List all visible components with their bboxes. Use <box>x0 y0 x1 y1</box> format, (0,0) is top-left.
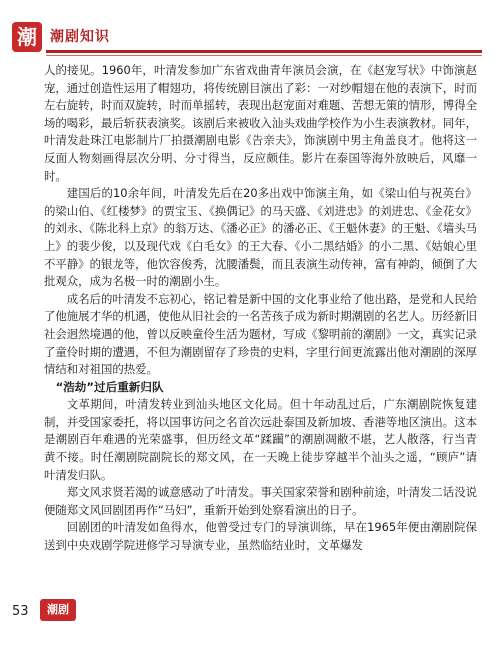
header-divider-thin <box>46 55 482 56</box>
paragraph-3: 成名后的叶清发不忘初心，铭记着是新中国的文化事业给了他出路，是党和人民给了他施展才华的机遇，使他从旧社会的一名苦孩子成为新时期潮剧的名艺人。历经新旧社会迥然境遇的他，曾以反映童伶生活为题材，写成《黎明前的潮剧》一文，真实记录了童伶时期的遭遇，不但为潮剧留存了珍贵的史料，字里行间更流露出他对潮剧的深厚情结和对祖国的热爱。 <box>44 291 477 377</box>
page-header <box>0 0 496 60</box>
header-divider <box>46 50 482 53</box>
page-number: 53 <box>12 604 29 619</box>
paragraph-1: 人的接见。1960年，叶清发参加广东省戏曲青年演员会演，在《赵宠写状》中饰演赵宠，通过创造性运用了帽翅功，将传统剧目演出了彩：一对纱帽翅在他的表演下，时而左右旋转，时而双旋转，时而单摇转，表现出赵宠面对难题、苦想无策的情形，博得全场的喝彩，最后斩获表演奖。该剧后来被收入汕头戏曲学校作为小生表演教材。同年，叶清发赴珠江电影制片厂拍摄潮剧电影《告亲夫》，饰演剧中男主角盖良才。他将这一反面人物刻画得层次分明、分寸得当，反应颇佳。影片在泰国等海外放映后，风靡一时。 <box>44 63 477 183</box>
section-title: 潮剧知识 <box>50 29 110 45</box>
paragraph-2: 建国后的10余年间，叶清发先后在20多出戏中饰演主角，如《梁山伯与祝英台》的梁山伯、《红楼梦》的贾宝玉、《换偶记》的马天盛、《刘进忠》的刘进忠、《金花女》的刘永、《陈北科上京》的翁万达、《潘必正》的潘必正、《王魁休妻》的王魁、《墙头马上》的裴少俊，以及现代戏《白毛女》的王大春、《小二黑结婚》的小二黑、《姑娘心里不平静》的银龙等，他饮容俊秀，沈腰潘鬓，而且表演生动传神，富有神韵，倾倒了大批观众，成为名极一时的潮剧小生。 <box>44 186 477 289</box>
paragraph-4: 文革期间，叶清发转业到汕头地区文化局。但十年动乱过后，广东潮剧院恢复建制，并受国家委托，将以国事访问之名首次远赴泰国及新加坡、香港等地区演出。这本是潮剧百年难遇的光荣盛事，但历经文革“蹂躏”的潮剧凋敝不堪，艺人散落，行当青黄不接。时任潮剧院副院长的郑文风，在一天晚上徒步穿越半个汕头之遥，“顾庐”请叶清发归队。 <box>44 397 477 482</box>
footer-logo-badge: 潮剧 <box>40 599 76 621</box>
section-heading: “浩劫”过后重新归队 <box>55 379 164 394</box>
article-body <box>44 62 477 622</box>
paragraph-6: 回剧团的叶清发如鱼得水，他曾受过专门的导演训练，早在1965年便由潮剧院保送到中央戏剧学院进修学习导演专业，虽然临结业时，文革爆发 <box>44 520 477 553</box>
chaoju-logo: 潮 <box>12 22 42 52</box>
paragraph-5: 郑文风求贤若渴的诚意感动了叶清发。事关国家荣誉和剧种前途，叶清发二话没说便随郑文风回剧团再作“马妇”，重新开始到处察看演出的日子。 <box>44 485 477 517</box>
